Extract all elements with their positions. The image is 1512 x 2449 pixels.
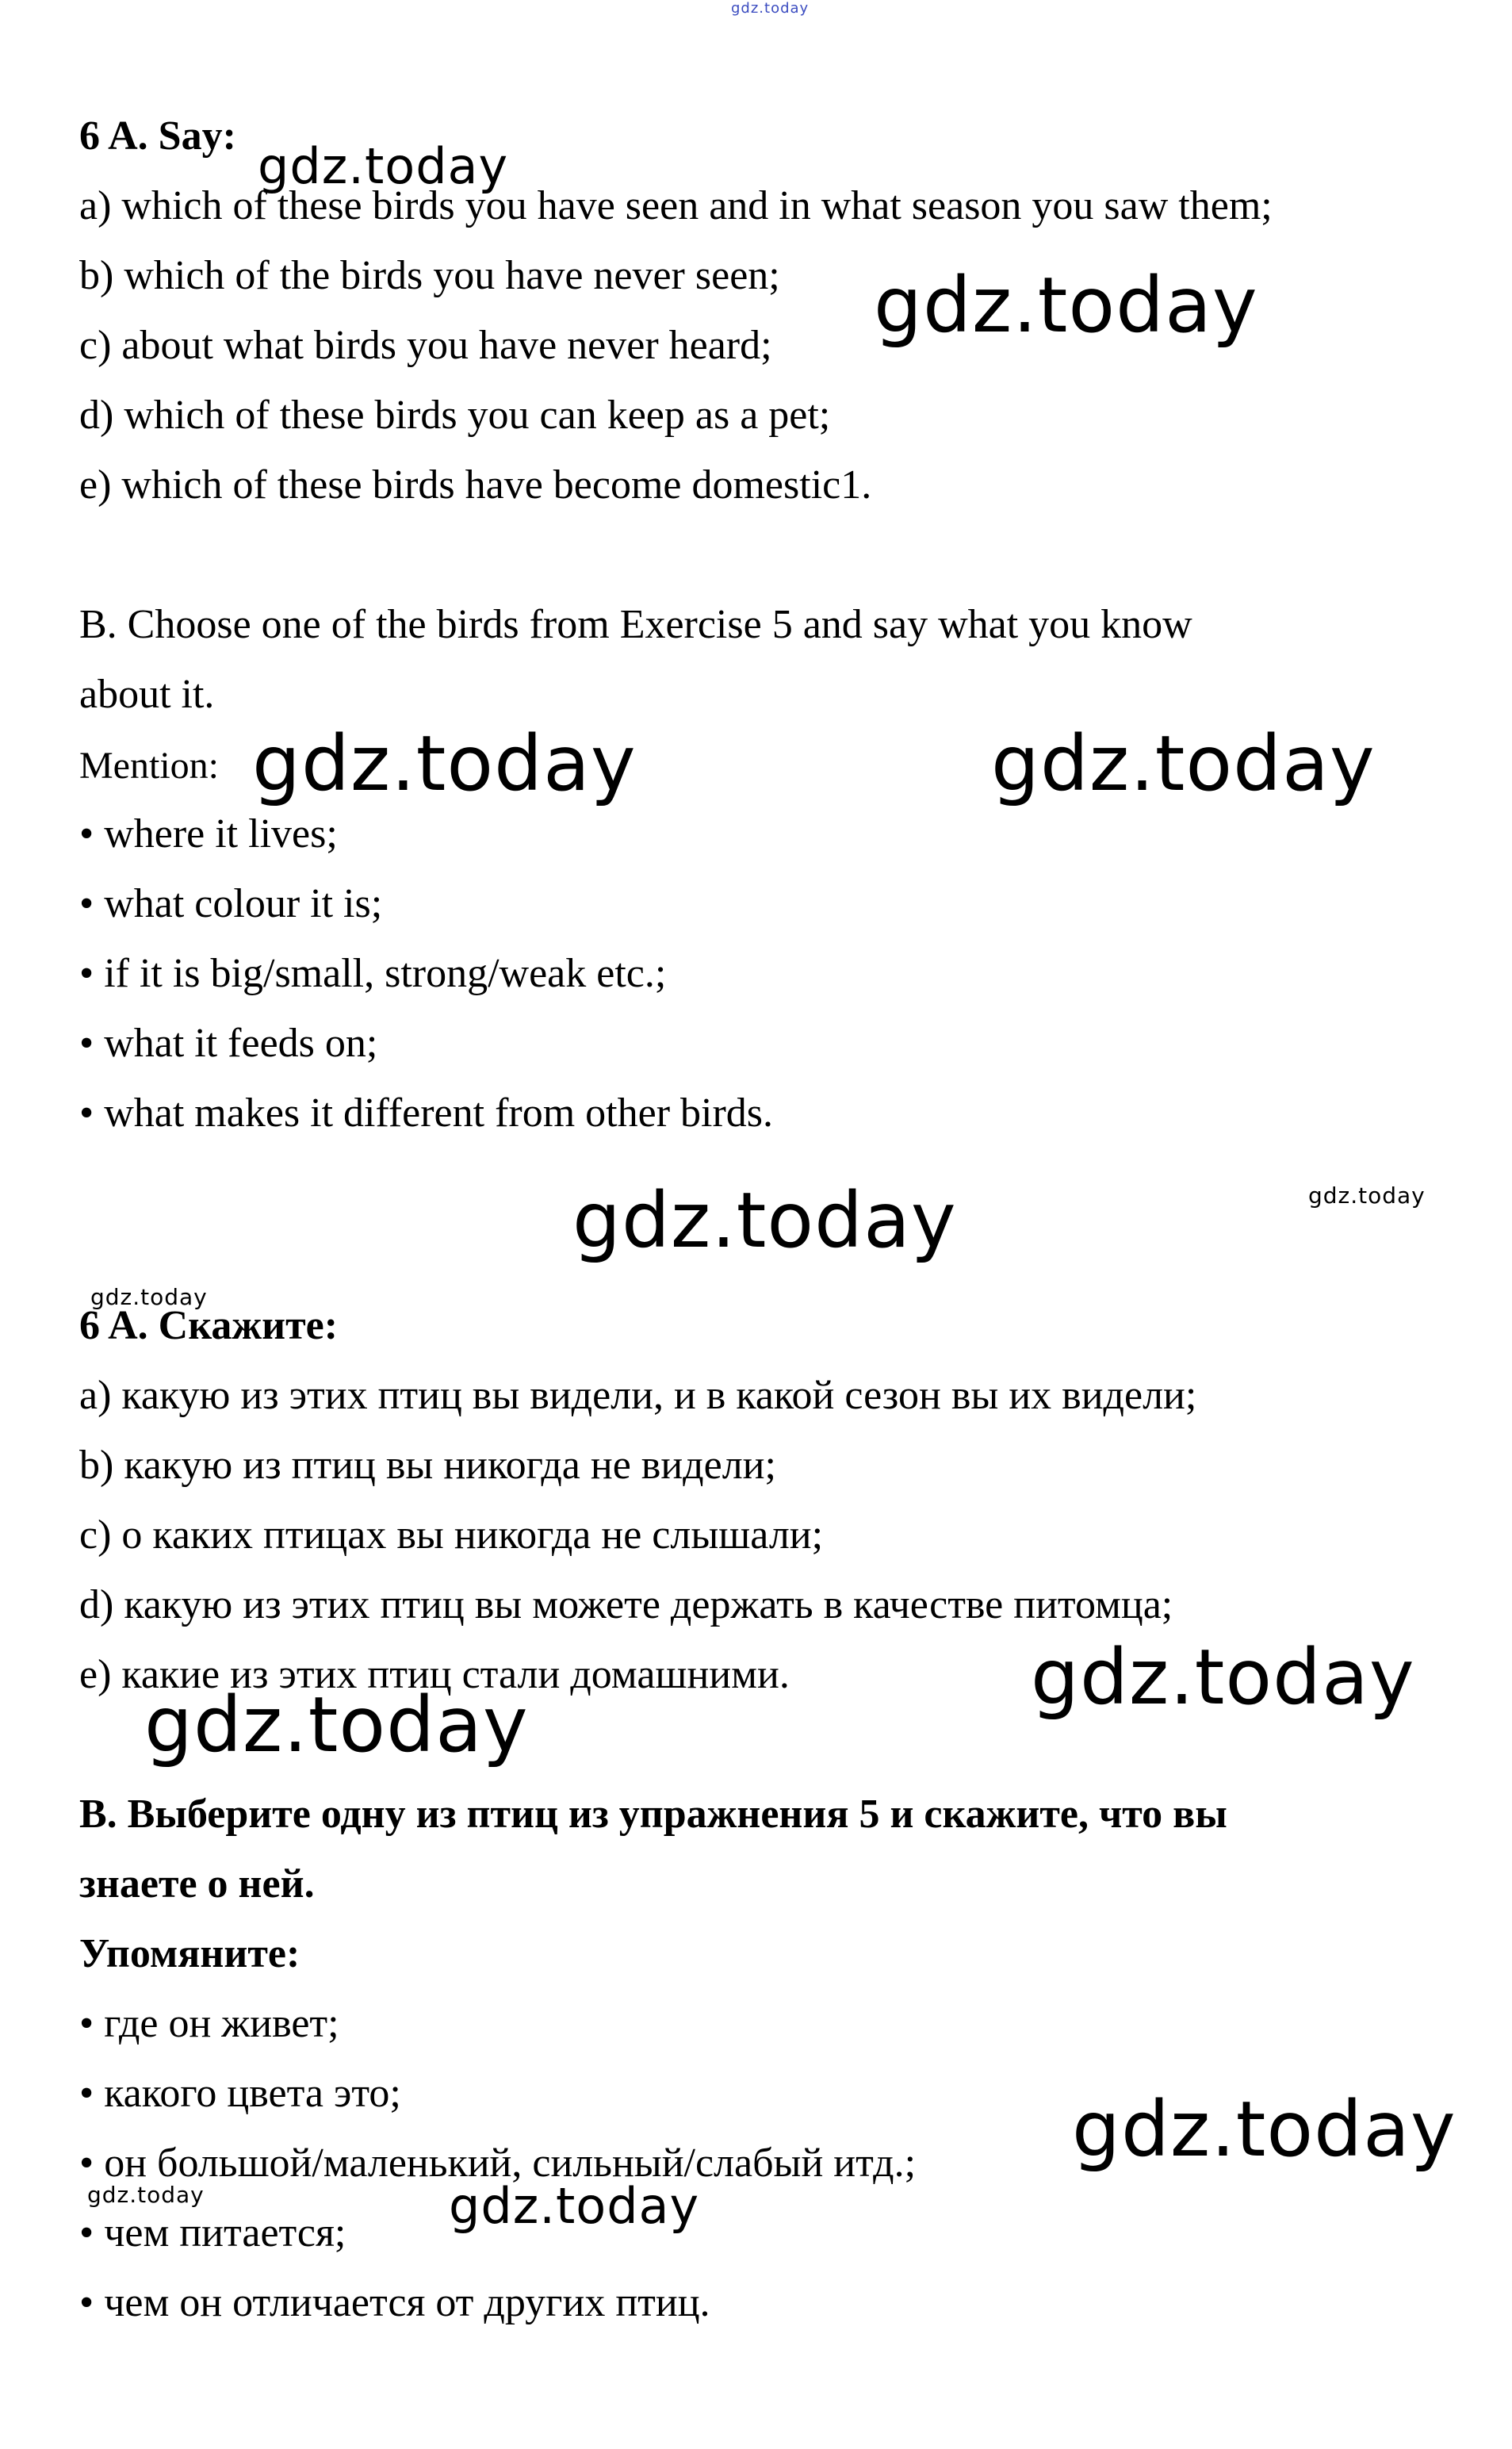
exercise-heading: 6 A. Скажите:: [79, 1303, 339, 1348]
bullet-item: • what it feeds on;: [79, 1021, 378, 1066]
watermark: gdz.today: [1031, 1633, 1415, 1722]
bullet-item: • какого цвета это;: [79, 2071, 401, 2116]
bullet-item: • if it is big/small, strong/weak etc.;: [79, 951, 667, 996]
bullet-item: • он большой/маленький, сильный/слабый итд.;: [79, 2140, 917, 2186]
watermark: gdz.today: [90, 1284, 208, 1310]
watermark: gdz.today: [731, 0, 810, 17]
watermark: gdz.today: [87, 2182, 205, 2208]
watermark: gdz.today: [874, 261, 1258, 350]
exercise-heading: 6 A. Say:: [79, 113, 236, 159]
bullet-item: • чем он отличается от других птиц.: [79, 2280, 710, 2325]
bullet-item: • where it lives;: [79, 811, 338, 857]
list-item: c) о каких птицах вы никогда не слышали;: [79, 1512, 824, 1558]
watermark: gdz.today: [449, 2177, 700, 2235]
watermark: gdz.today: [258, 137, 509, 195]
watermark: gdz.today: [991, 719, 1376, 808]
watermark: gdz.today: [572, 1176, 957, 1265]
watermark: gdz.today: [252, 719, 637, 808]
list-item: d) which of these birds you can keep as a pet;: [79, 393, 831, 438]
bullet-item: • где он живет;: [79, 2001, 339, 2046]
list-item: b) which of the birds you have never seen;: [79, 253, 780, 298]
list-item: e) which of these birds have become domestic1.: [79, 462, 872, 508]
mention-label: Упомяните:: [79, 1931, 300, 1976]
mention-label: Mention:: [79, 745, 219, 787]
list-item: d) какую из этих птиц вы можете держать в качестве питомца;: [79, 1582, 1173, 1627]
part-b-text: about it.: [79, 672, 215, 717]
watermark: gdz.today: [1072, 2085, 1456, 2174]
watermark: gdz.today: [1308, 1182, 1426, 1209]
list-item: c) about what birds you have never heard;: [79, 323, 772, 368]
part-b-text: B. Выберите одну из птиц из упражнения 5 и скажите, что вы: [79, 1792, 1227, 1837]
bullet-item: • what colour it is;: [79, 881, 383, 926]
watermark: gdz.today: [144, 1681, 529, 1769]
list-item: a) какую из этих птиц вы видели, и в какой сезон вы их видели;: [79, 1373, 1197, 1418]
list-item: a) which of these birds you have seen and in what season you saw them;: [79, 183, 1273, 228]
part-b-text: знаете о ней.: [79, 1861, 315, 1907]
list-item: e) какие из этих птиц стали домашними.: [79, 1652, 790, 1697]
bullet-item: • чем питается;: [79, 2210, 346, 2255]
list-item: b) какую из птиц вы никогда не видели;: [79, 1443, 776, 1488]
part-b-text: B. Choose one of the birds from Exercise 5 and say what you know: [79, 602, 1192, 647]
bullet-item: • what makes it different from other birds.: [79, 1090, 774, 1136]
